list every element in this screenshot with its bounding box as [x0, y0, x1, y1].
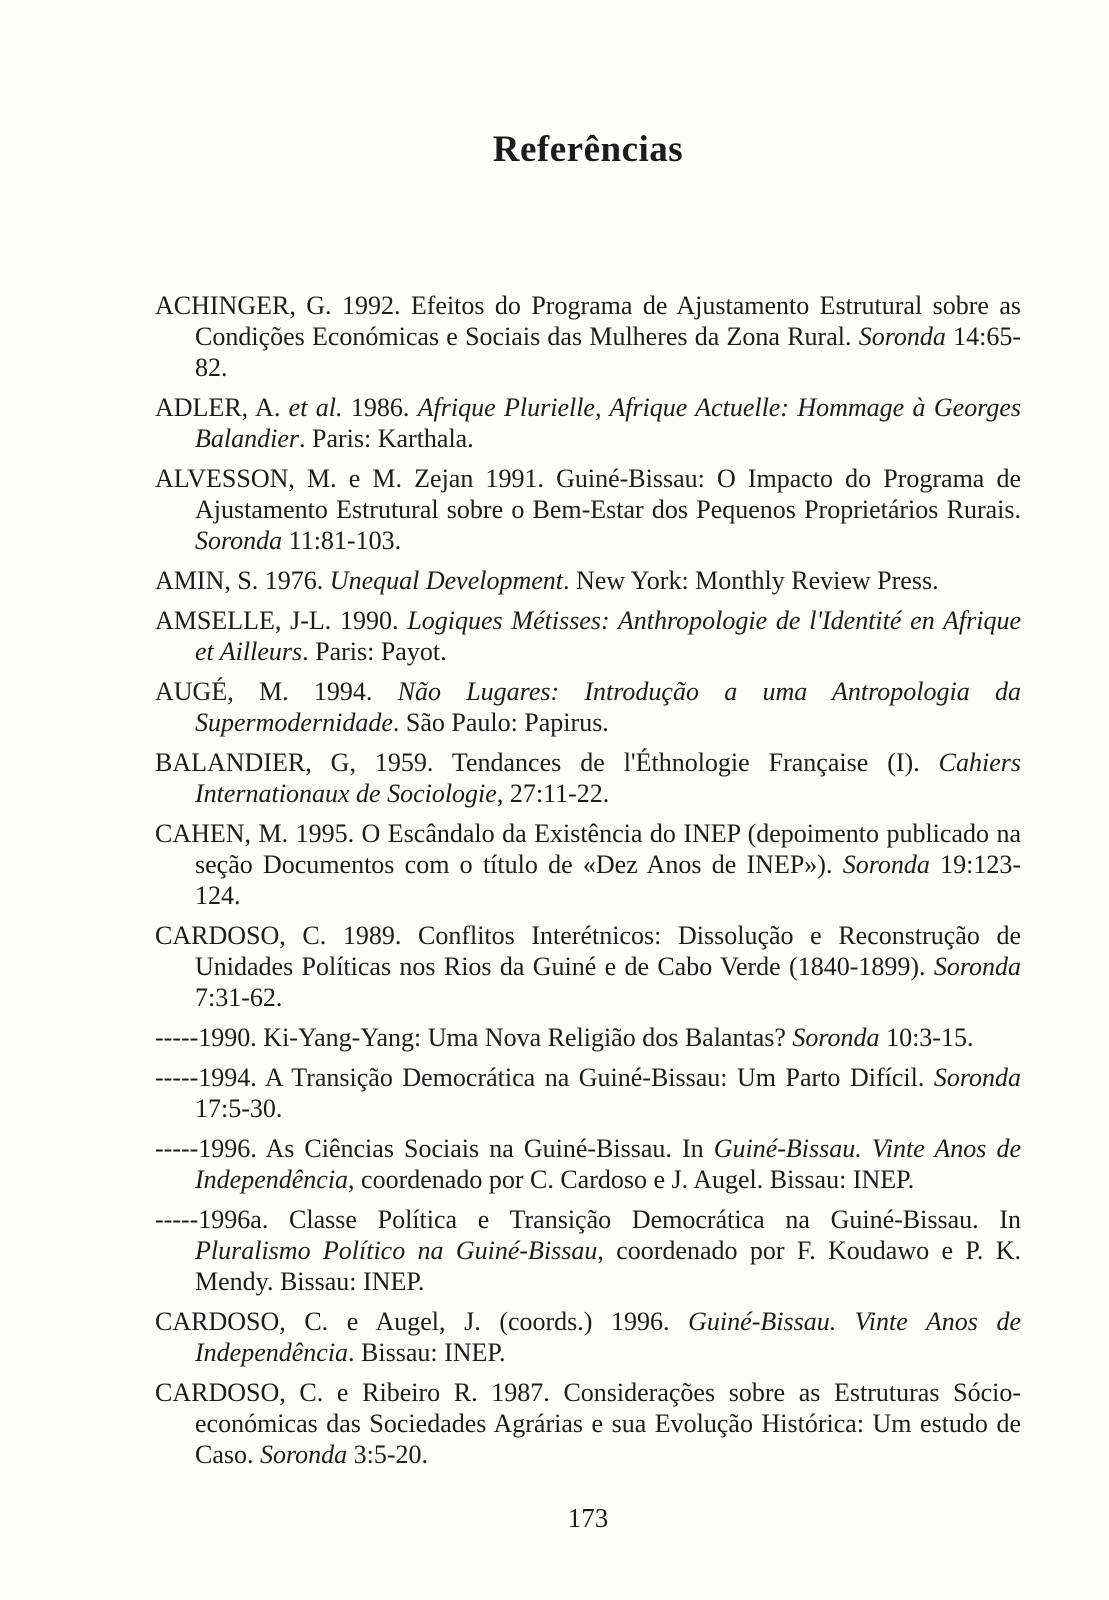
reference-text-run: 1986.	[342, 393, 418, 422]
reference-entry	[155, 818, 1021, 911]
reference-text-run: . São Paulo: Papirus.	[392, 708, 609, 737]
reference-text-run: AMIN, S. 1976.	[155, 566, 330, 595]
reference-italic-run: Soronda	[933, 952, 1021, 981]
references-list	[155, 290, 1021, 1470]
reference-italic-run: Não Lugares: Introdução a uma Antropologia da Supermodernidade	[195, 677, 1021, 737]
reference-text-run: BALANDIER, G, 1959. Tendances de l'Éthnologie Française (I).	[155, 748, 939, 777]
reference-italic-run: Soronda	[792, 1023, 880, 1052]
reference-entry	[155, 1377, 1021, 1470]
reference-italic-run: Soronda	[195, 526, 283, 555]
reference-text-run: ACHINGER, G. 1992. Efeitos do Programa de Ajustamento Estrutural sobre as Condições Económicas e Sociais das Mulheres da Zona Rural.	[155, 291, 1021, 351]
reference-text-run: 19:123-124.	[195, 850, 1021, 910]
reference-text-run: AMSELLE, J-L. 1990.	[155, 606, 408, 635]
document-column	[155, 128, 1021, 1479]
reference-text-run: , coordenado por F. Koudawo e P. K. Mendy. Bissau: INEP.	[195, 1236, 1021, 1296]
reference-entry	[155, 1022, 1021, 1053]
reference-text-run: , 27:11-22.	[496, 779, 610, 808]
reference-text-run: ADLER, A.	[155, 393, 289, 422]
reference-italic-run: Logiques Métisses: Anthropologie de l'Identité en Afrique et Ailleurs	[195, 606, 1021, 666]
page-number: 173	[567, 1503, 609, 1533]
reference-entry	[155, 565, 1021, 596]
reference-text-run: -----1996a. Classe Política e Transição Democrática na Guiné-Bissau. In	[155, 1205, 1021, 1234]
reference-text-run: . New York: Monthly Review Press.	[563, 566, 939, 595]
reference-text-run: CAHEN, M. 1995. O Escândalo da Existência do INEP (depoimento publicado na seção Documentos com o título de «Dez Anos de INEP»).	[155, 819, 1021, 879]
reference-text-run: . Bissau: INEP.	[348, 1338, 506, 1367]
reference-italic-run: Soronda	[933, 1063, 1021, 1092]
reference-text-run: AUGÉ, M. 1994.	[155, 677, 398, 706]
reference-italic-run: Pluralismo Político na Guiné-Bissau	[195, 1236, 598, 1265]
reference-italic-run: Soronda	[260, 1440, 348, 1469]
reference-text-run: -----1994. A Transição Democrática na Guiné-Bissau: Um Parto Difícil.	[155, 1063, 934, 1092]
reference-italic-run: Guiné-Bissau. Vinte Anos de Independência	[195, 1307, 1021, 1367]
reference-text-run: 3:5-20.	[347, 1440, 429, 1469]
reference-text-run: . Paris: Payot.	[302, 637, 447, 666]
reference-text-run: CARDOSO, C. 1989. Conflitos Interétnicos: Dissolução e Reconstrução de Unidades Políticas nos Rios da Guiné e de Cabo Verde (1840-1899).	[155, 921, 1021, 981]
reference-entry	[155, 463, 1021, 556]
reference-text-run: ALVESSON, M. e M. Zejan 1991. Guiné-Bissau: O Impacto do Programa de Ajustamento Estrutural sobre o Bem-Estar dos Pequenos Proprietários Rurais.	[155, 464, 1021, 524]
reference-text-run: CARDOSO, C. e Augel, J. (coords.) 1996.	[155, 1307, 689, 1336]
reference-text-run: 17:5-30.	[195, 1094, 283, 1123]
reference-text-run: 10:3-15.	[879, 1023, 974, 1052]
reference-entry	[155, 1204, 1021, 1297]
reference-entry	[155, 392, 1021, 454]
reference-text-run: , coordenado por C. Cardoso e J. Augel. Bissau: INEP.	[348, 1165, 915, 1194]
reference-text-run: . Paris: Karthala.	[299, 424, 474, 453]
reference-entry	[155, 747, 1021, 809]
reference-entry	[155, 290, 1021, 383]
reference-text-run: -----1990. Ki-Yang-Yang: Uma Nova Religião dos Balantas?	[155, 1023, 793, 1052]
reference-entry	[155, 1306, 1021, 1368]
reference-italic-run: Soronda	[842, 850, 930, 879]
reference-entry	[155, 676, 1021, 738]
reference-italic-run: Afrique Plurielle, Afrique Actuelle: Hommage à Georges Balandier	[195, 393, 1022, 453]
reference-entry	[155, 605, 1021, 667]
reference-italic-run: Unequal Development	[329, 566, 563, 595]
page-title: Referências	[492, 129, 684, 170]
reference-text-run: 14:65-82.	[195, 322, 1021, 382]
reference-italic-run: Soronda	[858, 322, 946, 351]
reference-text-run: CARDOSO, C. e Ribeiro R. 1987. Considerações sobre as Estruturas Sócio-económicas das Sociedades Agrárias e sua Evolução Histórica: Um estudo de Caso.	[155, 1378, 1021, 1469]
reference-entry	[155, 920, 1021, 1013]
reference-entry	[155, 1133, 1021, 1195]
reference-italic-run: Cahiers Internationaux de Sociologie	[195, 748, 1021, 808]
reference-text-run: 7:31-62.	[195, 983, 283, 1012]
reference-italic-run: Guiné-Bissau. Vinte Anos de Independência	[195, 1134, 1021, 1194]
reference-text-run: 11:81-103.	[282, 526, 402, 555]
reference-text-run: -----1996. As Ciências Sociais na Guiné-Bissau. In	[155, 1134, 714, 1163]
reference-entry	[155, 1062, 1021, 1124]
reference-italic-run: et al.	[288, 393, 343, 422]
